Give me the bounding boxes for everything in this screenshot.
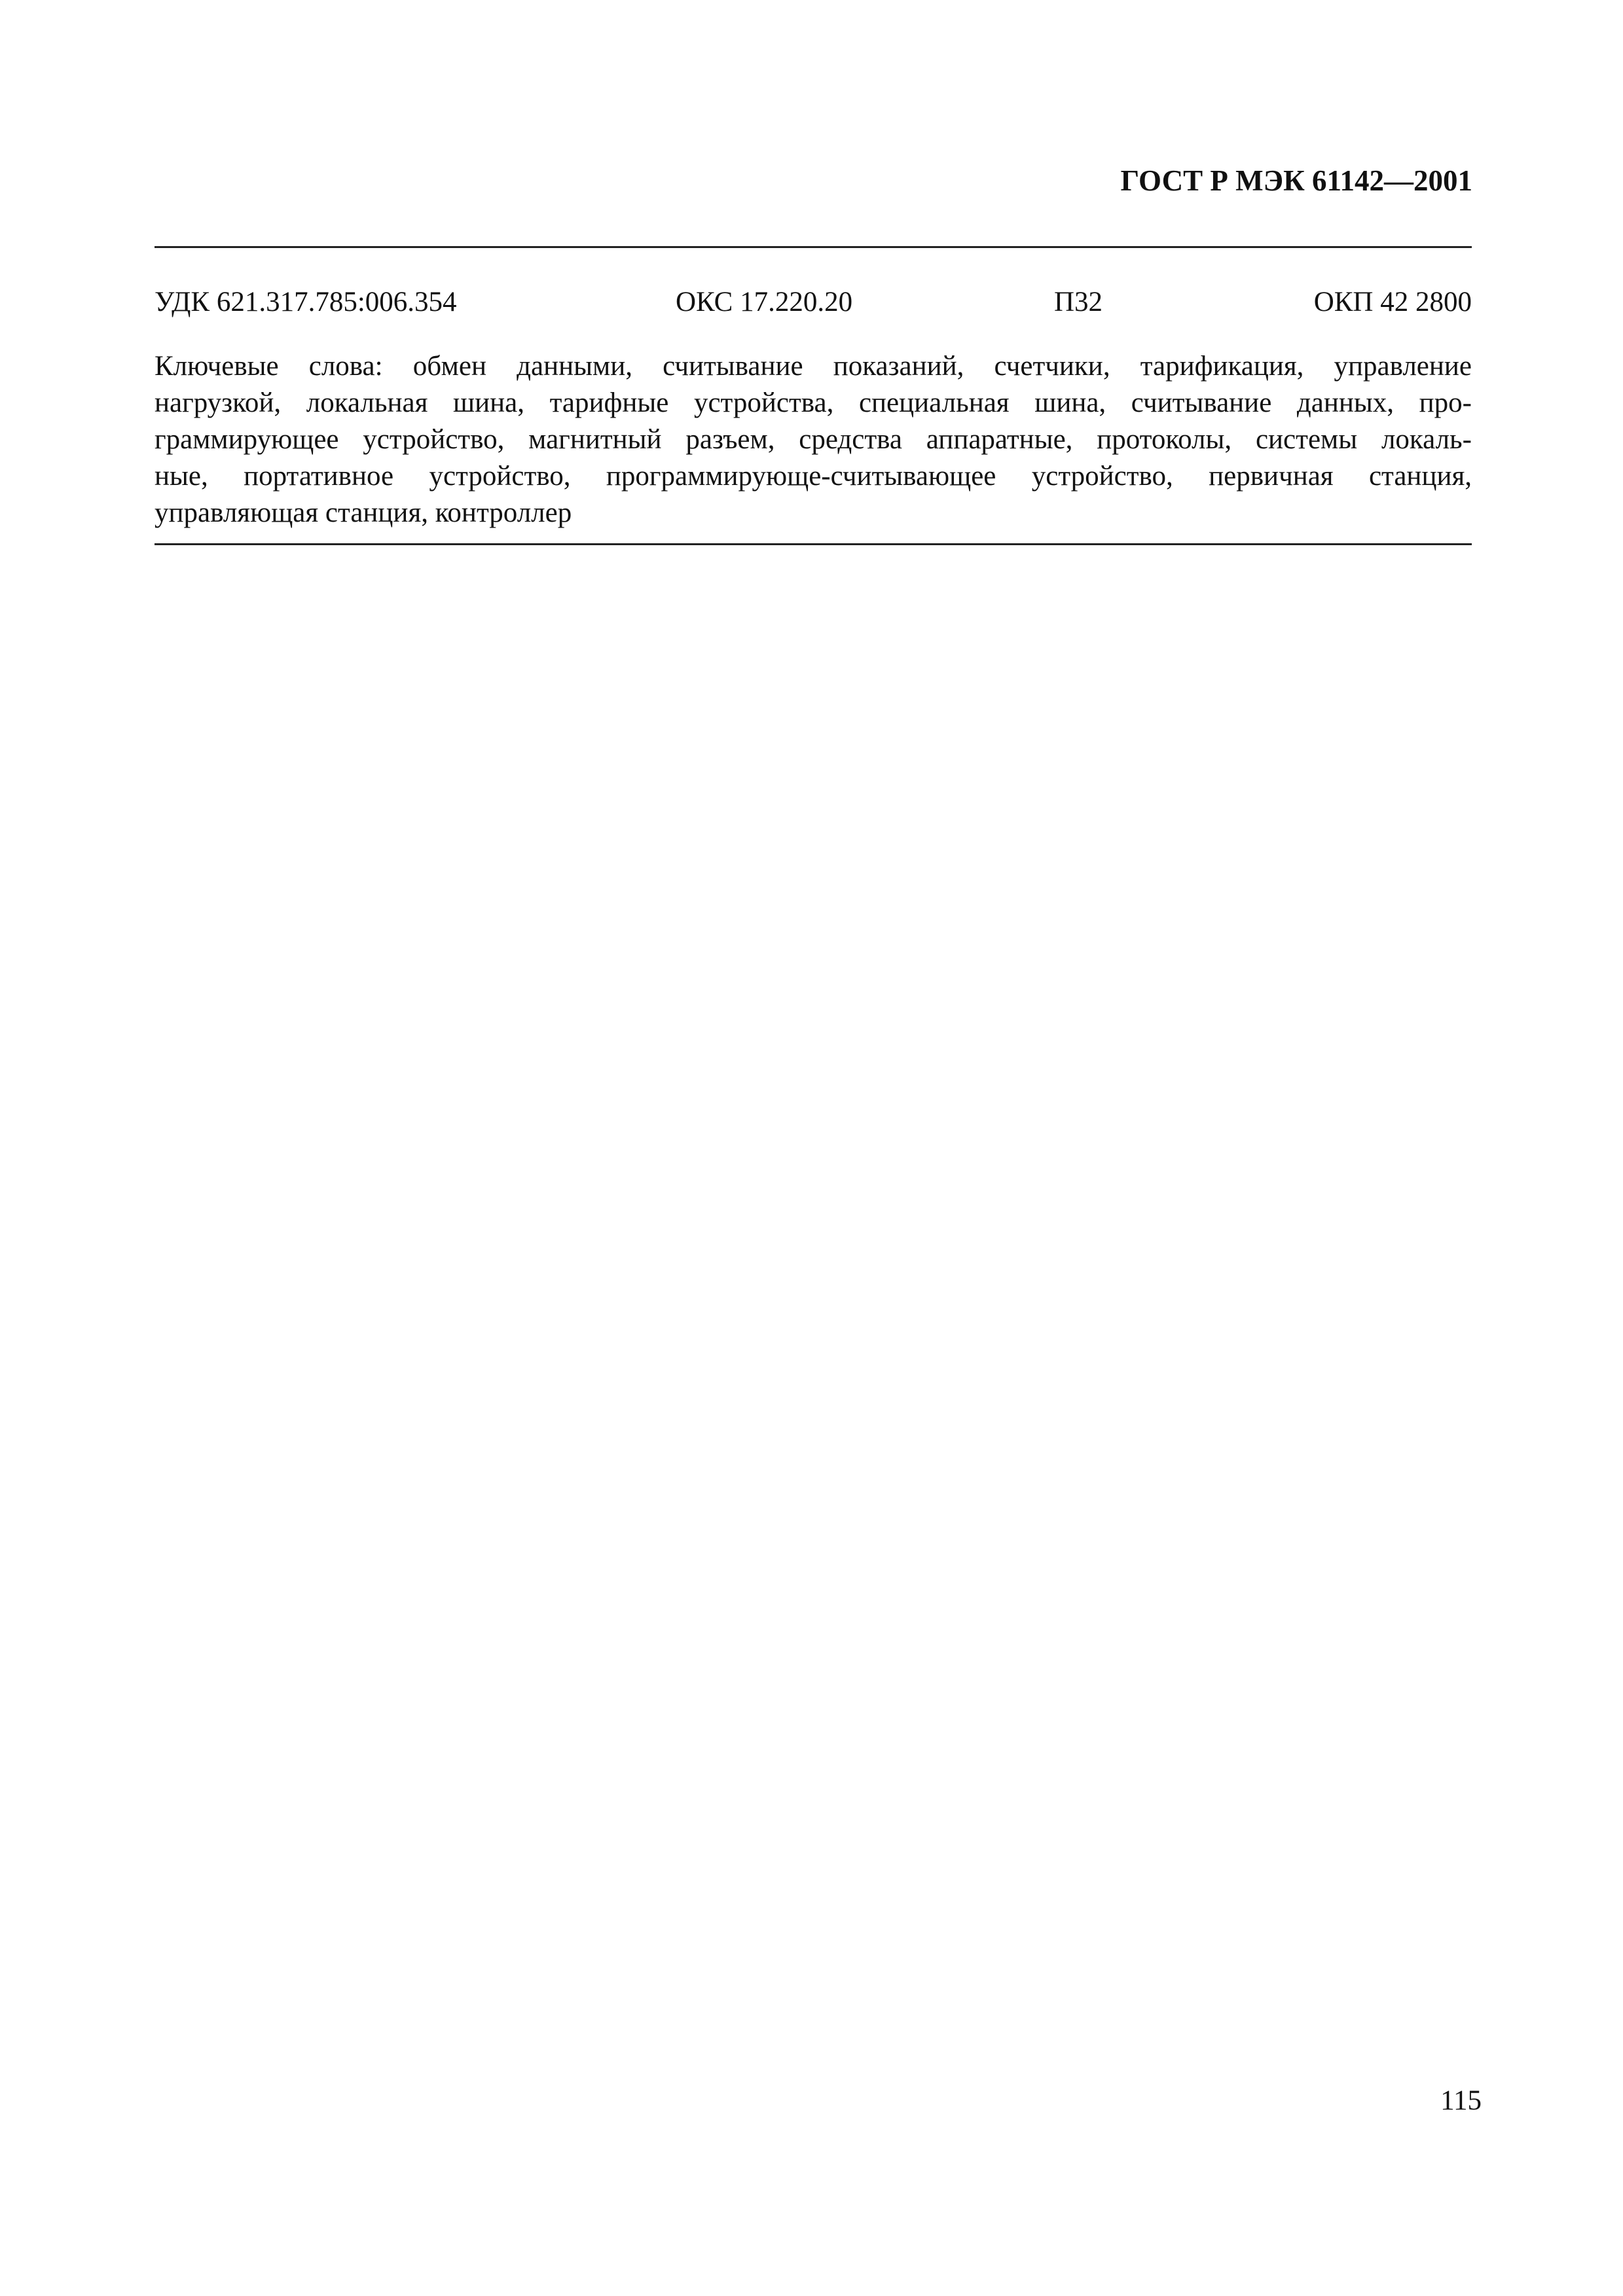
keywords-line: Ключевые слова: обмен данными, считывание показаний, счетчики, тарификация, управление: [155, 351, 1472, 382]
oks-code: ОКС 17.220.20: [676, 287, 853, 317]
bottom-divider: [155, 543, 1472, 545]
classification-row: [155, 283, 1472, 322]
group-code: П32: [1054, 287, 1103, 317]
keywords-line: граммирующее устройство, магнитный разъем, средства аппаратные, протоколы, системы локаль-: [155, 424, 1472, 455]
keywords-line: управляющая станция, контроллер: [155, 497, 572, 528]
keywords-paragraph: [155, 348, 1472, 531]
udk-code: УДК 621.317.785:006.354: [155, 287, 457, 317]
keywords-line: ные, портативное устройство, программирующе-считывающее устройство, первичная станция,: [155, 461, 1472, 492]
keywords-line: нагрузкой, локальная шина, тарифные устройства, специальная шина, считывание данных, про-: [155, 387, 1472, 418]
top-divider: [155, 246, 1472, 248]
okp-code: ОКП 42 2800: [1313, 287, 1472, 317]
page-number: 115: [1440, 2085, 1482, 2116]
standard-designation: ГОСТ Р МЭК 61142—2001: [1120, 164, 1472, 197]
